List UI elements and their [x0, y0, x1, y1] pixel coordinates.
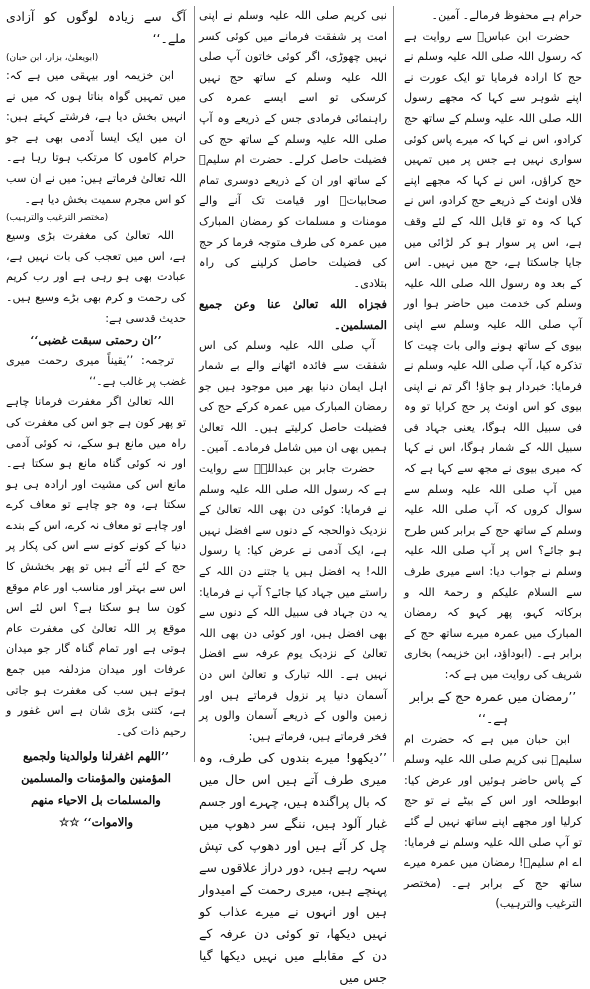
- paragraph: اللہ تعالیٰ کی مغفرت بڑی وسیع ہے، اس میں تعجب کی بات نہیں ہے، عبادت بھی ہو رہی ہے اور رب کریم کی رحمت و کرم بھی بڑے وسیع ہیں۔ حدیث قدسی ہے:: [6, 229, 186, 325]
- paragraph: ’’دیکھو! میرے بندوں کی طرف، وہ میری طرف آتے ہیں اس حال میں کہ بال پراگندہ ہیں، چہرے اور جسم غبار آلود ہیں، ننگے سر دھوپ میں چل کر آئے ہیں اور دھوپ کی تپش سہہ رہے ہیں، دور دراز علاقوں سے پہنچے ہیں، میری رحمت کے امیدوار ہیں اور انہوں نے میرے عذاب کو نہیں دیکھا، تو کوئی دن عرفہ کے دن کے مقابلے میں نہیں دیکھا گیا جس میں: [199, 750, 387, 986]
- paragraph: ’’ان رحمتی سبقت غضبی‘‘: [30, 333, 162, 348]
- column-divider: [393, 6, 394, 762]
- column-left: [6, 6, 186, 830]
- paragraph: ترجمہ: ’’یقیناً میری رحمت میری غضب پر غالب ہے۔‘‘: [6, 354, 186, 388]
- paragraph: ابن حبان میں ہے کہ حضرت ام سلیمؓ نبی کریم صلی اللہ علیہ وسلم کے پاس حاضر ہوئیں اور عرض کیا: ابوطلحہ اور اس کے بیٹے نے تو حج کرلیا اور مجھے اپنے ساتھ نہیں لے گئے تو آپ صلی اللہ علیہ وسلم نے فرمایا: اے ام سلیمؓ! رمضان میں عمرہ میرے ساتھ حج کے برابر ہے۔ (مختصر الترغیب والترہیب): [404, 732, 582, 911]
- paragraph: نبی کریم صلی اللہ علیہ وسلم نے اپنی امت پر شفقت فرمانے میں کوئی کسر نہیں چھوڑی، اگر کوئی خاتون آپ صلی اللہ علیہ وسلم کے ساتھ حج نہیں کرسکی تو اسے ایسے عمرہ کی راہنمائی فرمادی جس کے ذریعے وہ آپ صلی اللہ علیہ وسلم کے ساتھ حج کی فضیلت حاصل کرلے۔ حضرت ام سلیمؓ کے ساتھ اور ان کے ذریعے دوسری تمام صحابیاتؓ اور قیامت تک آنے والے مومنات و مسلمات کو رمضان المبارک میں عمرہ کی طرف متوجہ فرما کر حج کی فضیلت حاصل کرلینے کی راہ بتلادی۔: [199, 9, 387, 290]
- paragraph: اللہ تعالیٰ اگر مغفرت فرمانا چاہے تو پھر کون ہے جو اس کی مغفرت کی راہ میں مانع ہو سکے، نہ کوئی آدمی اور نہ کوئی گناہ مانع ہو سکتا ہے۔ مانع اس کی مشیت اور ارادہ ہی ہو سکتا ہے، وہ جو چاہے تو معاف کرے اور چاہے تو معاف نہ کرے، اس کے بندے دنیا کے کونے کونے سے اس کی پکار پر حج کے لئے آئے ہیں تو پھر بخشش کا اس سے بہتر اور مناسب اور عام موقع کون سا ہو سکتا ہے؟ اس لئے اس موقع پر اللہ تعالیٰ کی مغفرت عام ہوتی ہے اور تمام گناہ گار جو میدان عرفات اور میدان مزدلفہ میں جمع ہوتے ہیں سب کی مغفرت ہو جاتی ہے، کتنی بڑی شان ہے اس غفور و رحیم ذات کی۔: [6, 395, 186, 738]
- paragraph: ’’اللهم اغفرلنا ولوالدينا ولجميع المؤمنين والمؤمنات والمسلمين والمسلمات بل الاحياء منهم والاموات‘‘ ☆☆: [21, 749, 171, 830]
- paragraph: حضرت جابر بن عبداللہؓ سے روایت ہے کہ رسول اللہ صلی اللہ علیہ وسلم نے فرمایا: کوئی دن بھی اللہ تعالیٰ کے نزدیک ذوالحجہ کے دنوں سے افضل نہیں ہے، ایک آدمی نے عرض کیا: یا رسول اللہ! یہ افضل ہیں یا جتنے دن اللہ کے راستے میں جہاد کیا جائے؟ آپ نے فرمایا: یہ دن جہاد فی سبیل اللہ کے دنوں سے بھی افضل ہیں، اور کوئی دن بھی اللہ تعالیٰ کے نزدیک یوم عرفہ سے افضل نہیں ہے۔ اللہ تبارک و تعالیٰ اس دن آسمان دنیا پر نزول فرماتے ہیں اور زمین والوں کے ذریعے آسمان والوں پر فخر فرماتے ہیں، فرماتے ہیں:: [199, 462, 387, 743]
- paragraph: حرام ہے محفوظ فرمالے۔ آمین۔: [431, 9, 582, 22]
- paragraph: (ابویعلیٰ، بزار، ابن حبان): [6, 53, 99, 63]
- column-middle: [199, 6, 387, 986]
- paragraph: آپ صلی اللہ علیہ وسلم کی اس شفقت سے فائدہ اٹھانے والے بے شمار اہل ایمان دنیا بھر میں موجود ہیں جو رمضان المبارک میں عمرہ کرکے حج کی فضیلت حاصل کرلیتے ہیں۔ اللہ تعالیٰ ہمیں بھی ان میں شامل فرمادے۔ آمین۔: [199, 338, 387, 455]
- column-divider: [194, 6, 195, 762]
- paragraph: حضرت ابن عباسؓ سے روایت ہے کہ رسول اللہ صلی اللہ علیہ وسلم نے حج کا ارادہ فرمایا تو ایک عورت نے اپنے شوہر سے کہا کہ مجھے رسول اللہ صلی اللہ علیہ وسلم کے ساتھ حج کرادو، اس نے کہا کہ میرے پاس کوئی سواری نہیں ہے جس پر میں تمہیں حج کراؤں، اس نے کہا کہ مجھے اپنے فلاں اونٹ کے ذریعے حج کرادو، اس نے کہا کہ وہ تو قابل اللہ کے لئے وقف ہے، اس پر سوار ہو کر لڑائی میں جایا جاسکتا ہے، حج میں نہیں۔ اس کے بعد وہ رسول اللہ صلی اللہ علیہ وسلم کی خدمت میں حاضر ہوا اور آپ صلی اللہ علیہ وسلم سے اپنی بیوی کے ساتھ ہونے والی بات چیت کا تذکرہ کیا، آپ صلی اللہ علیہ وسلم نے فرمایا: خبردار ہو جاؤ! اگر تم نے اپنی بیوی کو اس اونٹ پر حج کرایا تو وہ فی سبیل اللہ ہوگا، یعنی جہاد فی سبیل اللہ کے شمار ہوگا، اس نے کہا کہ میری بیوی نے مجھ سے کہا ہے کہ میں آپ صلی اللہ علیہ وسلم سے سوال کروں کہ آپ صلی اللہ علیہ وسلم کے ساتھ حج کے برابر کس طرح ہو جائے؟ اس پر آپ صلی اللہ علیہ وسلم نے جواب دیا: اسے میری طرف سے السلام علیکم و رحمۃ اللہ و برکاتہ کہو، پھر کہو کہ رمضان المبارک میں عمرہ میرے ساتھ حج کے برابر ہے۔ (ابوداؤد، ابن خزیمہ) بخاری شریف کی روایت میں ہے کہ:: [404, 29, 582, 681]
- paragraph: (مختصر الترغیب والترہیب): [6, 213, 109, 224]
- paragraph: آگ سے زیادہ لوگوں کو آزادی ملے۔‘‘: [6, 9, 186, 46]
- column-right: [404, 6, 582, 911]
- paragraph: ’’رمضان میں عمرہ حج کے برابر ہے۔‘‘: [409, 688, 577, 726]
- paragraph: ابن خزیمہ اور بیہقی میں ہے کہ: میں تمہیں گواہ بناتا ہوں کہ میں نے انہیں بخش دیا ہے، فرشتے کہتے ہیں: ان میں ایک ایسا آدمی بھی ہے جو حرام کاموں کا مرتکب ہوتا رہا ہے۔ اللہ تعالیٰ فرماتے ہیں: میں نے ان سب کو اس مجرم سمیت بخش دیا ہے۔: [6, 69, 186, 206]
- paragraph: فجزاه الله تعالیٰ عنا وعن جميع المسلمين۔: [199, 297, 387, 332]
